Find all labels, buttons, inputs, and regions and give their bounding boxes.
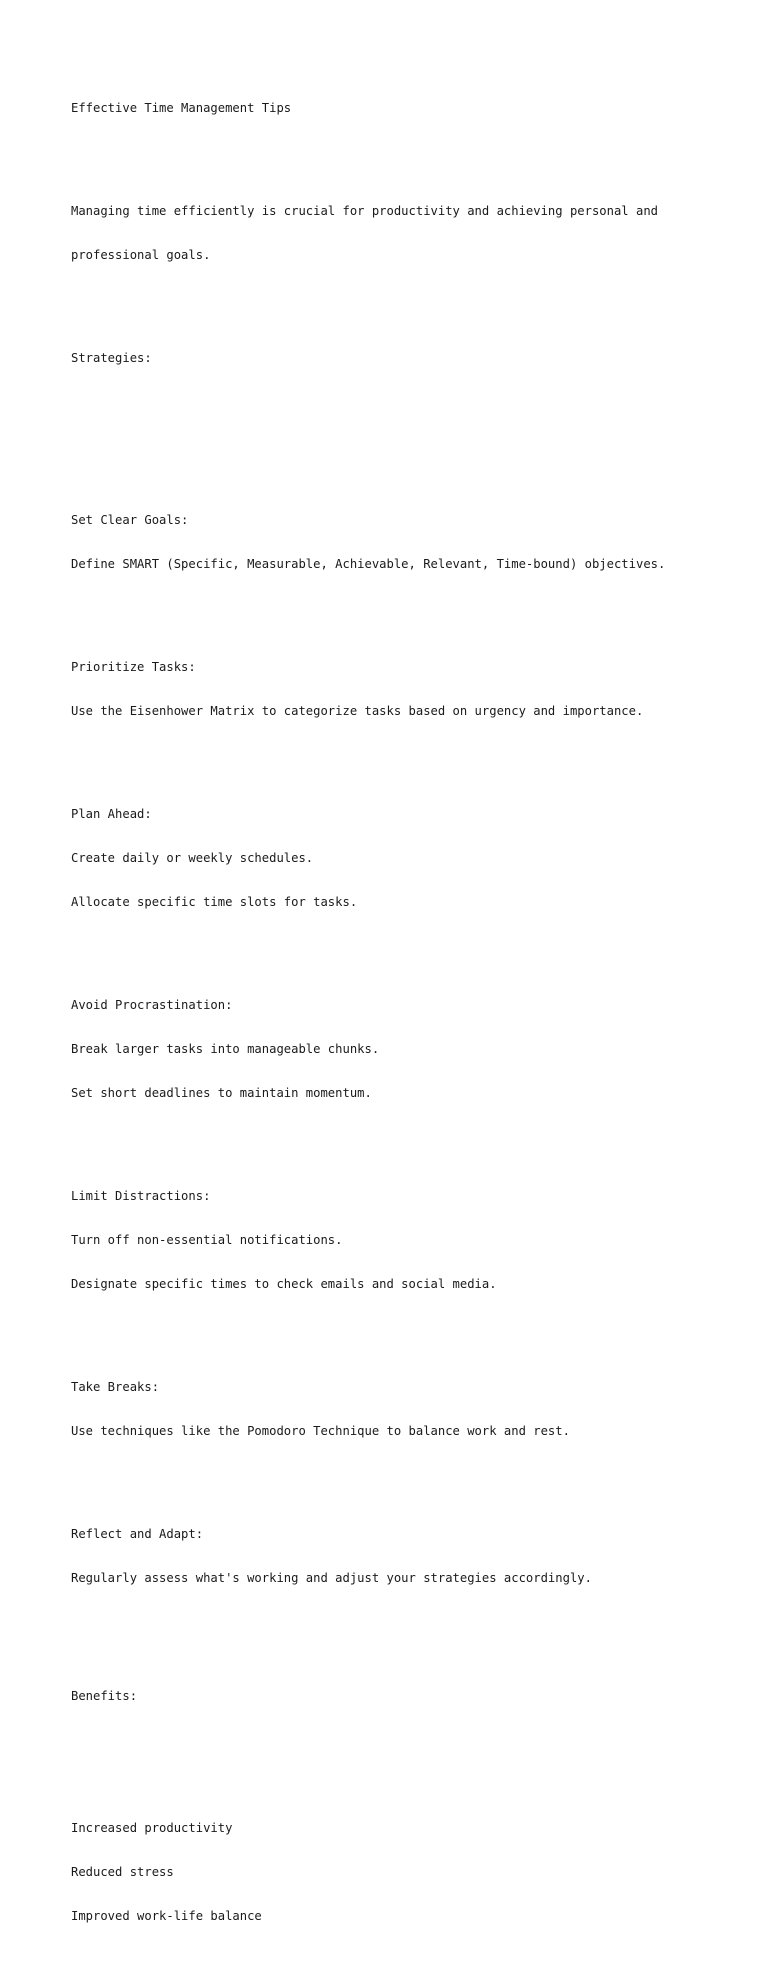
- benefit-item: Reduced stress: [71, 1865, 174, 1880]
- strategy-item: [71, 778, 751, 940]
- spacer: [71, 292, 751, 307]
- spacer: [71, 395, 751, 410]
- strategy-name: Take Breaks:: [71, 1380, 160, 1395]
- strategy-detail: Break larger tasks into manageable chunks.: [71, 1042, 380, 1057]
- strategies-heading: Strategies:: [71, 351, 152, 366]
- strategy-name: Reflect and Adapt:: [71, 1527, 204, 1542]
- strategy-detail: Define SMART (Specific, Measurable, Achievable, Relevant, Time-bound) objectives.: [71, 557, 666, 572]
- benefits-list: [71, 1792, 751, 1954]
- benefit-item: Increased productivity: [71, 1821, 233, 1836]
- strategy-item: [71, 631, 751, 749]
- strategy-item: [71, 1351, 751, 1469]
- strategy-detail: Create daily or weekly schedules.: [71, 851, 314, 866]
- strategy-item: [71, 1160, 751, 1322]
- strategy-detail: Use the Eisenhower Matrix to categorize tasks based on urgency and importance.: [71, 704, 644, 719]
- spacer: [71, 146, 751, 161]
- strategy-name: Set Clear Goals:: [71, 512, 189, 527]
- strategy-detail: Use techniques like the Pomodoro Technique to balance work and rest.: [71, 1424, 570, 1439]
- strategy-list: [71, 454, 751, 1645]
- strategy-name: Prioritize Tasks:: [71, 659, 196, 674]
- strategy-item: [71, 969, 751, 1131]
- intro-line: professional goals.: [71, 248, 211, 263]
- strategy-detail: Allocate specific time slots for tasks.: [71, 895, 358, 910]
- strategy-item: [71, 484, 751, 602]
- strategy-item: [71, 1498, 751, 1616]
- document-title: Effective Time Management Tips: [71, 101, 292, 116]
- strategy-detail: Regularly assess what's working and adjust your strategies accordingly.: [71, 1571, 592, 1586]
- spacer: [71, 1733, 751, 1748]
- strategy-detail: Turn off non-essential notifications.: [71, 1233, 343, 1248]
- strategy-name: Avoid Procrastination:: [71, 998, 233, 1013]
- strategy-name: Plan Ahead:: [71, 806, 152, 821]
- benefits-heading: Benefits:: [71, 1688, 138, 1703]
- benefit-item: Improved work-life balance: [71, 1909, 262, 1924]
- strategy-detail: Set short deadlines to maintain momentum.: [71, 1086, 372, 1101]
- strategy-name: Limit Distractions:: [71, 1189, 211, 1204]
- document-page: [71, 72, 751, 1968]
- intro-line: Managing time efficiently is crucial for productivity and achieving personal and: [71, 204, 658, 219]
- strategy-detail: Designate specific times to check emails and social media.: [71, 1277, 497, 1292]
